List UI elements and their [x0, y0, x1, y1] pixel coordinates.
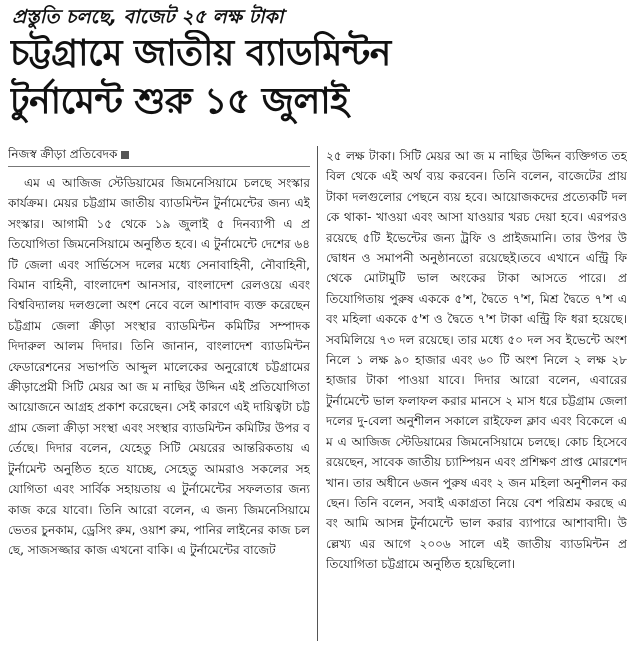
headline-line-2: টুর্নামেন্ট শুরু ১৫ জুলাই: [10, 81, 349, 122]
column-right: [326, 146, 627, 641]
column-left-body: এম এ আজিজ স্টেডিয়ামের জিমনেসিয়ামে চলছে সংস্কার কার্যক্রম। মেয়র চট্টগ্রাম জাতীয় ব্যাডমিন্টন টুর্নামেন্টের জন্য এই সংস্কার। আগামী ১৫ থেকে ১৯ জুলাই ৫ দিনব্যাপী এ প্রতিযোগিতা জিমনেসিয়ামে অনুষ্ঠিত হবে। এ টুর্নামেন্টে দেশের ৬৪টি জেলা এবং সার্ভিসেস দলের মধ্যে সেনাবাহিনী, নৌবাহিনী, বিমান বাহিনী, বাংলাদেশ আনসার, বাংলাদেশ রেলওয়ে এবং বিশ্ববিদ্যালয় দলগুলো অংশ নেবে বলে আশাবাদ ব্যক্ত করেছেন চট্টগ্রাম জেলা ক্রীড়া সংস্থার ব্যাডমিন্টন কমিটির সম্পাদক দিদারুল আলম দিদার। তিনি জানান, বাংলাদেশ ব্যাডমিন্টন ফেডারেশনের সভাপতি আব্দুল মালেকের অনুরোধে চট্টগ্রামের ক্রীড়াপ্রেমী সিটি মেয়র আ জ ম নাছির উদ্দিন এই প্রতিযোগিতা আয়োজনে আগ্রহ প্রকাশ করেছেন। সেই কারণে এই দায়িত্বটা চট্টগ্রাম জেলা ক্রীড়া সংস্থা এবং সংস্থার ব্যাডমিন্টন কমিটির উপর বর্তেছে। দিদার বলেন, যেহেতু সিটি মেয়রের আন্তরিকতায় এ টুর্নামেন্ট অনুষ্ঠিত হতে যাচ্ছে, সেহেতু আমরাও সকলের সহযোগিতা এবং সার্বিক সহায়তায় এ টুর্নামেন্টের সফলতার জন্য কাজ করে যাবো। তিনি আরো বলেন, এ জন্য জিমনেসিয়ামে ভেতর চুনকাম, ড্রেসিং রুম, ওয়াশ রুম, পানির লাইনের কাজ চলছে, সাজসজ্জার কাজ এখনো বাকি। এ টুর্নামেন্টের বাজেট: [8, 176, 310, 558]
column-divider: [317, 146, 318, 641]
byline-square-icon: [121, 151, 129, 159]
byline-divider: [8, 166, 310, 167]
column-left: [8, 146, 310, 641]
byline-text: নিজস্ব ক্রীড়া প্রতিবেদক: [8, 147, 118, 161]
column-right-text: ২৫ লক্ষ টাকা। সিটি মেয়র আ জ ম নাছির উদ্দিন ব্যক্তিগত তহবিল থেকে এই অর্থ ব্যয় করবেন। তিনি বলেন, বাজেটের প্রায় টাকা দলগুলোর পেছনে ব্যয় হবে। আয়োজকদের প্রত্যেকটি দলকে থাকা- খাওয়া এবং আসা যাওয়ার খরচ দেয়া হবে। এরপরও রয়েছে ৫টি ইভেন্টের জন্য ট্রফি ও প্রাইজমানি। তার উপর উদ্বোধন ও সমাপনী অনুষ্ঠানতো রয়েছেই।তবে এখানে এন্ট্রি ফি থেকে মোটামুটি ভাল অংকের টাকা আসতে পারে। প্রতিযোগিতায় পুরুষ এককে ৫'শ, দ্বৈতে ৭'শ, মিশ্র দ্বৈতে ৭'শ এবং মহিলা এককে ৫'শ ও দ্বৈতে ৭'শ টাকা এন্ট্রি ফি ধরা হয়েছে। সবমিলিয়ে ৭৩ দল রয়েছে। তার মধ্যে ৫০ দল সব ইভেন্টে অংশ নিলে ১ লক্ষ ৯০ হাজার এবং ৬০ টি অংশ নিলে ২ লক্ষ ২৮ হাজার টাকা পাওয়া যাবে। দিদার আরো বলেন, এবারের টুর্নামেন্টে ভাল ফলাফল করার মানসে ২ মাস ধরে চট্টগ্রাম জেলা দলের দু-বেলা অনুশীলন সকালে রাইফেল ক্লাব এবং বিকেলে এম এ আজিজ স্টেডিয়ামের জিমনেসিয়ামে চলছে। কোচ হিসেবে রয়েছেন, সাবেক জাতীয় চ্যাম্পিয়ন এবং প্রশিক্ষণ প্রাপ্ত মোরশেদ খান। তার অধীনে ৬জন পুরুষ এবং ২ জন মহিলা অনুশীলন করছেন। তিনি বলেন, সবাই একাগ্রতা নিয়ে বেশ পরিশ্রম করছে এবং আমি আসন্ন টুর্নামেন্টে ভাল করার ব্যাপারে আশাবাদী। উল্লেখ্য এর আগে ২০০৬ সালে এই জাতীয় ব্যাডমিন্টন প্রতিযোগিতা চট্টগ্রামে অনুষ্ঠিত হয়েছিলো।: [326, 149, 627, 572]
column-left-text: [8, 173, 310, 561]
article-kicker: প্রস্তুতি চলছে, বাজেট ২৫ লক্ষ টাকা: [12, 6, 284, 28]
byline: [8, 146, 310, 162]
article-columns: [8, 146, 627, 641]
headline-line-1: চট্টগ্রামে জাতীয় ব্যাডমিন্টন: [10, 33, 391, 74]
